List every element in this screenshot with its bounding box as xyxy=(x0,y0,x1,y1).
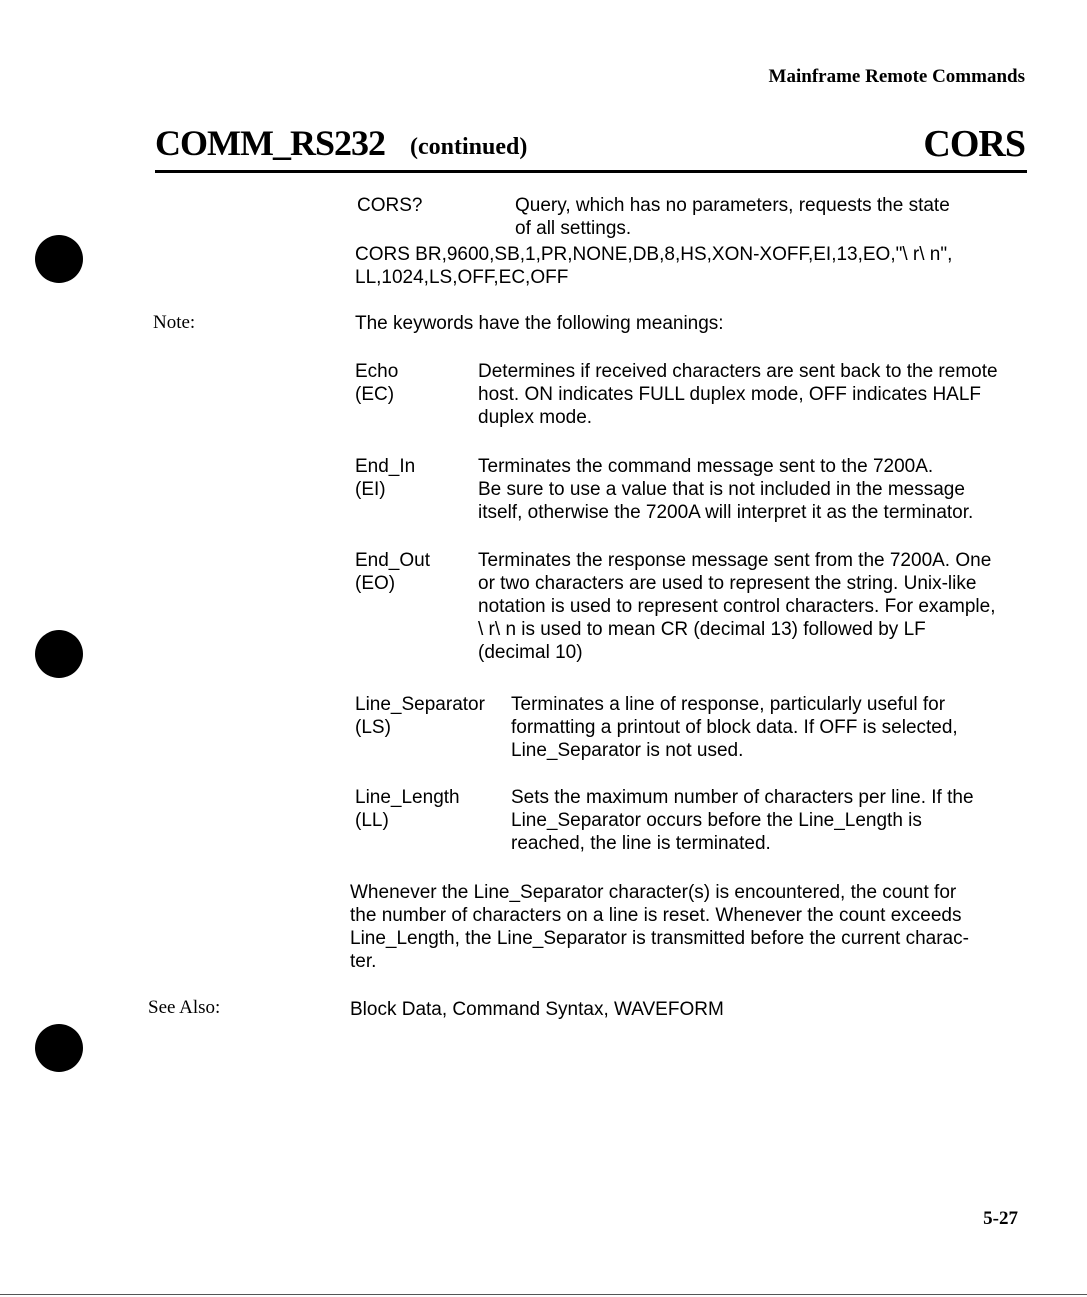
keyword-abbr: (EC) xyxy=(355,384,395,405)
description-line: Line_Separator is not used. xyxy=(511,740,744,761)
closing-paragraph xyxy=(350,881,1040,973)
query-syntax: CORS? xyxy=(357,195,423,216)
keyword-abbr: (LL) xyxy=(355,810,389,831)
keyword-abbr: (LS) xyxy=(355,717,391,738)
command-abbreviation: CORS xyxy=(923,123,1025,165)
description-line: Be sure to use a value that is not included in the message xyxy=(478,479,965,500)
description-line: Determines if received characters are sent back to the remote xyxy=(478,361,998,382)
keyword-name-line-separator xyxy=(355,693,515,739)
running-header: Mainframe Remote Commands xyxy=(768,66,1025,87)
punch-hole xyxy=(35,630,83,678)
note-intro: The keywords have the following meanings: xyxy=(355,313,724,334)
keyword-abbr: (EO) xyxy=(355,573,396,594)
paragraph-line: Whenever the Line_Separator character(s) is encountered, the count for xyxy=(350,882,957,903)
description-line: Terminates a line of response, particularly useful for xyxy=(511,694,946,715)
punch-hole xyxy=(35,1024,83,1072)
paragraph-line: Line_Length, the Line_Separator is transmitted before the current charac- xyxy=(350,928,969,949)
command-title: COMM_RS232 xyxy=(155,123,385,163)
note-label: Note: xyxy=(153,312,196,333)
continued-label: (continued) xyxy=(410,134,528,160)
paragraph-line: ter. xyxy=(350,951,377,972)
keyword-description-end-out xyxy=(478,549,1038,664)
query-response xyxy=(355,243,1035,289)
keyword-name-line-length xyxy=(355,786,515,832)
paragraph-line: the number of characters on a line is reset. Whenever the count exceeds xyxy=(350,905,962,926)
keyword-abbr: (EI) xyxy=(355,479,386,500)
description-line: Line_Separator occurs before the Line_Length is xyxy=(511,810,922,831)
description-line: host. ON indicates FULL duplex mode, OFF indicates HALF xyxy=(478,384,982,405)
description-line: or two characters are used to represent the string. Unix-like xyxy=(478,573,977,594)
description-line: formatting a printout of block data. If OFF is selected, xyxy=(511,717,958,738)
query-response-line: LL,1024,LS,OFF,EC,OFF xyxy=(355,267,569,288)
bottom-rule xyxy=(0,1294,1087,1295)
keyword-name-end-in xyxy=(355,455,480,501)
punch-hole xyxy=(35,235,83,283)
keyword-name: Line_Separator xyxy=(355,694,485,715)
query-description-line: of all settings. xyxy=(515,218,632,239)
description-line: reached, the line is terminated. xyxy=(511,833,771,854)
description-line: (decimal 10) xyxy=(478,642,583,663)
keyword-description-end-in xyxy=(478,455,1038,524)
keyword-description-echo xyxy=(478,360,1038,429)
description-line: Terminates the command message sent to the 7200A. xyxy=(478,456,934,477)
see-also-text: Block Data, Command Syntax, WAVEFORM xyxy=(350,999,724,1020)
keyword-name: End_Out xyxy=(355,550,430,571)
keyword-name: Line_Length xyxy=(355,787,460,808)
keyword-description-line-separator xyxy=(511,693,1031,762)
page-number: 5-27 xyxy=(983,1208,1018,1229)
description-line: Terminates the response message sent from the 7200A. One xyxy=(478,550,992,571)
description-line: Sets the maximum number of characters per line. If the xyxy=(511,787,974,808)
keyword-name-echo xyxy=(355,360,480,406)
keyword-name: Echo xyxy=(355,361,399,382)
keyword-description-line-length xyxy=(511,786,1031,855)
description-line: itself, otherwise the 7200A will interpret it as the terminator. xyxy=(478,502,974,523)
description-line: duplex mode. xyxy=(478,407,593,428)
query-description xyxy=(515,194,1015,240)
keyword-name: End_In xyxy=(355,456,416,477)
title-rule xyxy=(155,170,1027,173)
query-description-line: Query, which has no parameters, requests the state xyxy=(515,195,950,216)
query-response-line: CORS BR,9600,SB,1,PR,NONE,DB,8,HS,XON-XOFF,EI,13,EO,"\ r\ n", xyxy=(355,244,953,265)
see-also-label: See Also: xyxy=(148,997,221,1018)
description-line: notation is used to represent control characters. For example, xyxy=(478,596,996,617)
description-line: \ r\ n is used to mean CR (decimal 13) followed by LF xyxy=(478,619,926,640)
keyword-name-end-out xyxy=(355,549,480,595)
